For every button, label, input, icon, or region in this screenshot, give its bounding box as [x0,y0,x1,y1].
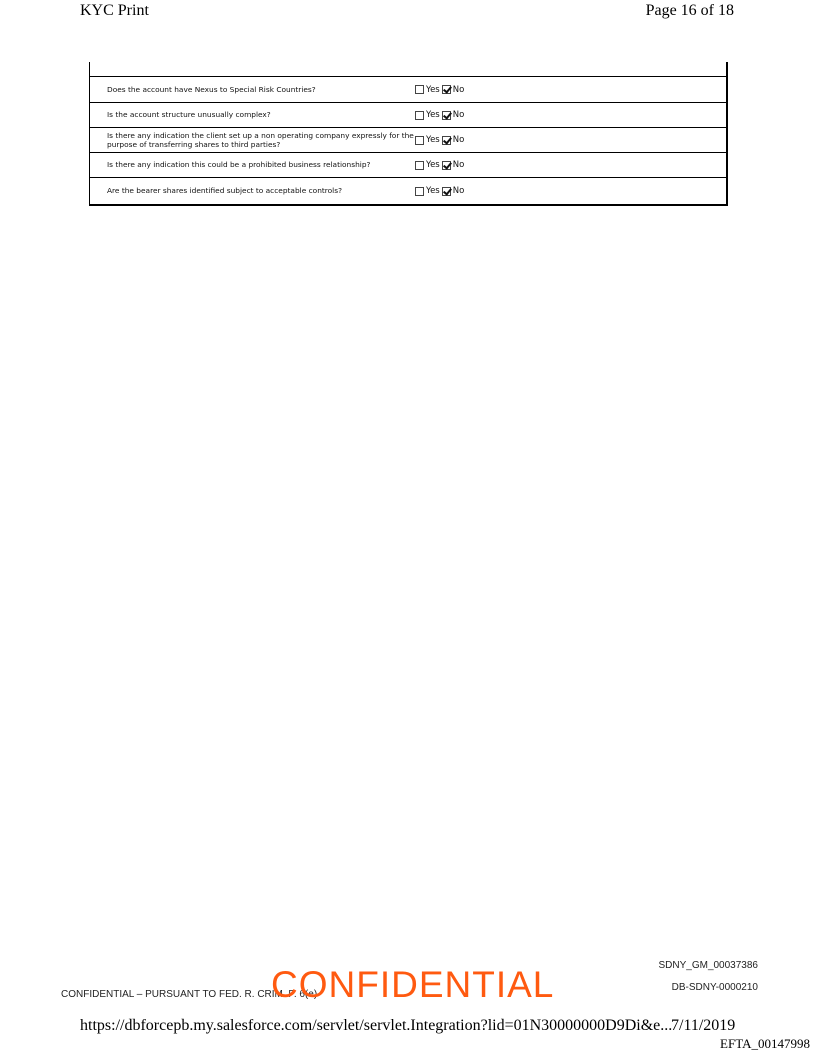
yes-label: Yes [426,135,440,145]
table-row [90,103,726,128]
bates-number-gm: SDNY_GM_00037386 [658,960,758,971]
page-header-title: KYC Print [80,2,149,19]
table-row [90,77,726,103]
table-row [90,128,726,153]
yes-checkbox[interactable] [415,111,424,120]
efta-number: EFTA_00147998 [720,1036,810,1051]
answer-group [415,110,466,120]
yes-label: Yes [426,84,440,95]
bates-number-db: DB-SDNY-0000210 [671,982,758,993]
no-checkbox-checked[interactable] [442,85,451,94]
question-text: Is there any indication the client set up a non operating company expressly for the purpose of transferring shares to third parties? [107,130,414,149]
no-checkbox-checked[interactable] [442,161,451,170]
confidential-notice: CONFIDENTIAL – PURSUANT TO FED. R. CRIM. P. 6(e) [61,989,318,1000]
yes-checkbox[interactable] [415,187,424,196]
yes-checkbox[interactable] [415,161,424,170]
no-label: No [452,84,465,95]
question-text: Is the account structure unusually complex? [107,110,271,120]
table-row [90,178,726,206]
yes-label: Yes [426,160,440,170]
no-label: No [452,160,465,170]
question-text: Are the bearer shares identified subject to acceptable controls? [107,186,342,196]
yes-label: Yes [426,186,440,196]
no-label: No [452,186,465,196]
confidential-stamp: CONFIDENTIAL [271,964,555,1005]
yes-label: Yes [426,110,440,120]
answer-group [415,186,466,196]
source-url: https://dbforcepb.my.salesforce.com/servlet/servlet.Integration?lid=01N30000000D9Di&e... [80,1017,673,1034]
page-number: Page 16 of 18 [645,2,734,19]
question-text: Is there any indication this could be a prohibited business relationship? [107,160,371,170]
answer-group [415,160,466,170]
yes-checkbox[interactable] [415,85,424,94]
no-checkbox-checked[interactable] [442,187,451,196]
no-checkbox-checked[interactable] [442,136,451,145]
table-top-spacer [90,62,726,77]
question-text: Does the account have Nexus to Special Risk Countries? [107,84,316,94]
yes-checkbox[interactable] [415,136,424,145]
no-label: No [452,135,465,145]
answer-group [415,135,466,145]
no-label: No [452,110,465,120]
print-date: 7/11/2019 [671,1017,736,1034]
risk-questions-table [89,62,728,206]
no-checkbox-checked[interactable] [442,111,451,120]
answer-group [415,85,466,95]
table-row [90,153,726,178]
